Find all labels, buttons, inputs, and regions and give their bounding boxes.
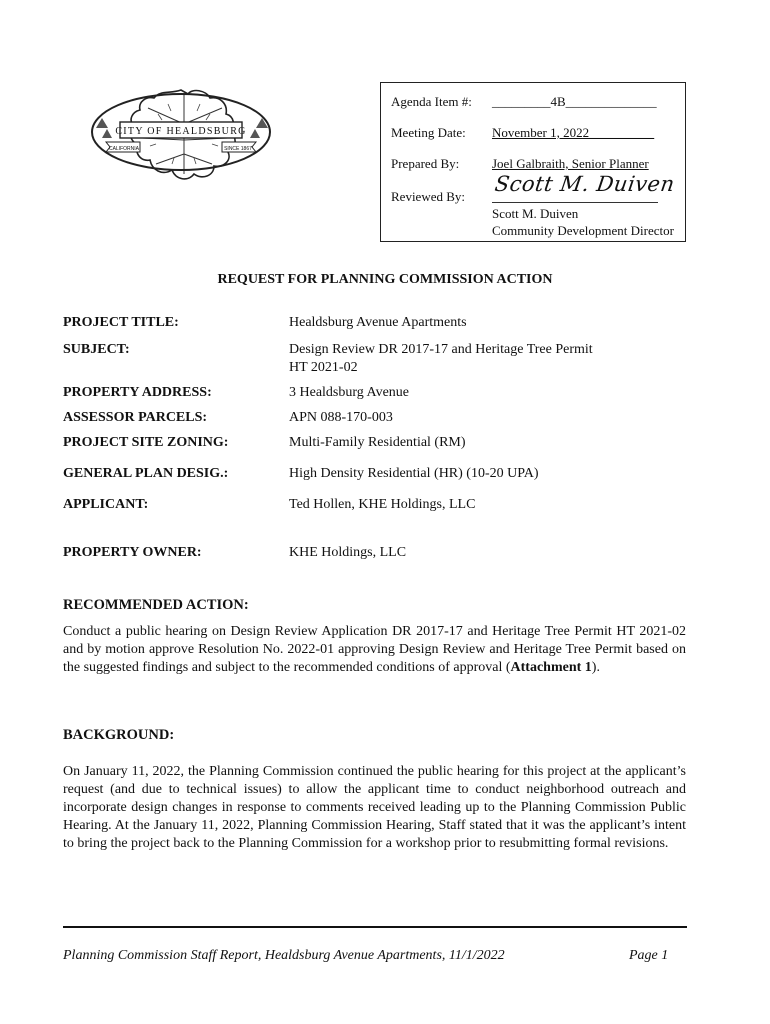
attachment-reference: Attachment 1 xyxy=(510,660,592,675)
meeting-date-value: November 1, 2022__________ xyxy=(492,125,655,140)
subject-value: Design Review DR 2017-17 and Heritage Tree Permit xyxy=(289,342,593,357)
reviewed-by-label: Reviewed By: xyxy=(391,189,466,204)
assessor-parcels-value: APN 088-170-003 xyxy=(289,410,393,425)
svg-text:CITY OF HEALDSBURG: CITY OF HEALDSBURG xyxy=(115,126,247,137)
document-title: REQUEST FOR PLANNING COMMISSION ACTION xyxy=(217,272,553,287)
footer-divider xyxy=(63,926,687,928)
project-title-value: Healdsburg Avenue Apartments xyxy=(289,315,467,330)
prepared-by-label: Prepared By: xyxy=(391,156,460,171)
svg-text:CALIFORNIA: CALIFORNIA xyxy=(108,146,140,152)
site-zoning-label: PROJECT SITE ZONING: xyxy=(63,435,229,450)
agenda-item-label: Agenda Item #: xyxy=(391,94,472,109)
property-owner-value: KHE Holdings, LLC xyxy=(289,545,407,560)
reviewer-name: Scott M. Duiven xyxy=(492,206,579,221)
property-address-label: PROPERTY ADDRESS: xyxy=(63,385,212,400)
agenda-item-value: _________4B______________ xyxy=(492,94,657,109)
signature-line xyxy=(492,202,658,203)
applicant-value: Ted Hollen, KHE Holdings, LLC xyxy=(289,497,476,512)
reviewer-signature: Scott M. Duiven xyxy=(493,172,677,196)
subject-value-line2: HT 2021-02 xyxy=(289,360,358,375)
recommended-action-text xyxy=(63,623,686,677)
background-text: On January 11, 2022, the Planning Commission continued the public hearing for this project at the applicant’s request (and due to technical issues) to allow the applicant time to conduct neighborhood outreach and incorporate design changes in response to comments received leading up to the Planning Commission Public Hearing. At the January 11, 2022, Planning Commission Hearing, Staff stated that it was the applicant’s intent to bring the project back to the Planning Commission for a workshop prior to resubmitting formal revisions. xyxy=(63,764,686,851)
project-title-label: PROJECT TITLE: xyxy=(63,315,179,330)
recommended-action-heading: RECOMMENDED ACTION: xyxy=(63,597,249,613)
footer-report-title: Planning Commission Staff Report, Healdsburg Avenue Apartments, 11/1/2022 xyxy=(63,948,505,963)
footer-page-number: Page 1 xyxy=(629,948,669,963)
site-zoning-value: Multi-Family Residential (RM) xyxy=(289,435,466,450)
background-heading: BACKGROUND: xyxy=(63,727,175,743)
property-address-value: 3 Healdsburg Avenue xyxy=(289,385,410,400)
recommended-action-end: ). xyxy=(591,660,600,675)
general-plan-label: GENERAL PLAN DESIG.: xyxy=(63,466,229,481)
property-owner-label: PROPERTY OWNER: xyxy=(63,545,202,560)
city-of-healdsburg-logo xyxy=(88,84,274,196)
applicant-label: APPLICANT: xyxy=(63,497,149,512)
svg-text:SINCE 1867: SINCE 1867 xyxy=(224,146,252,152)
prepared-by-value: Joel Galbraith, Senior Planner xyxy=(492,156,649,171)
grape-leaf-seal-icon xyxy=(88,84,274,196)
recommended-action-body: Conduct a public hearing on Design Review Application DR 2017-17 and Heritage Tree Permit HT 2021-02 and by motion approve Resolution No. 2022-01 approving Design Review and Heritage Tree Permit based on the suggested findings and subject to the recommended conditions of approval ( xyxy=(63,624,686,675)
meeting-date-label: Meeting Date: xyxy=(391,125,466,140)
general-plan-value: High Density Residential (HR) (10-20 UPA) xyxy=(289,466,539,481)
assessor-parcels-label: ASSESSOR PARCELS: xyxy=(63,410,208,425)
reviewer-title: Community Development Director xyxy=(492,223,674,238)
agenda-info-box xyxy=(380,82,686,242)
subject-label: SUBJECT: xyxy=(63,342,130,357)
